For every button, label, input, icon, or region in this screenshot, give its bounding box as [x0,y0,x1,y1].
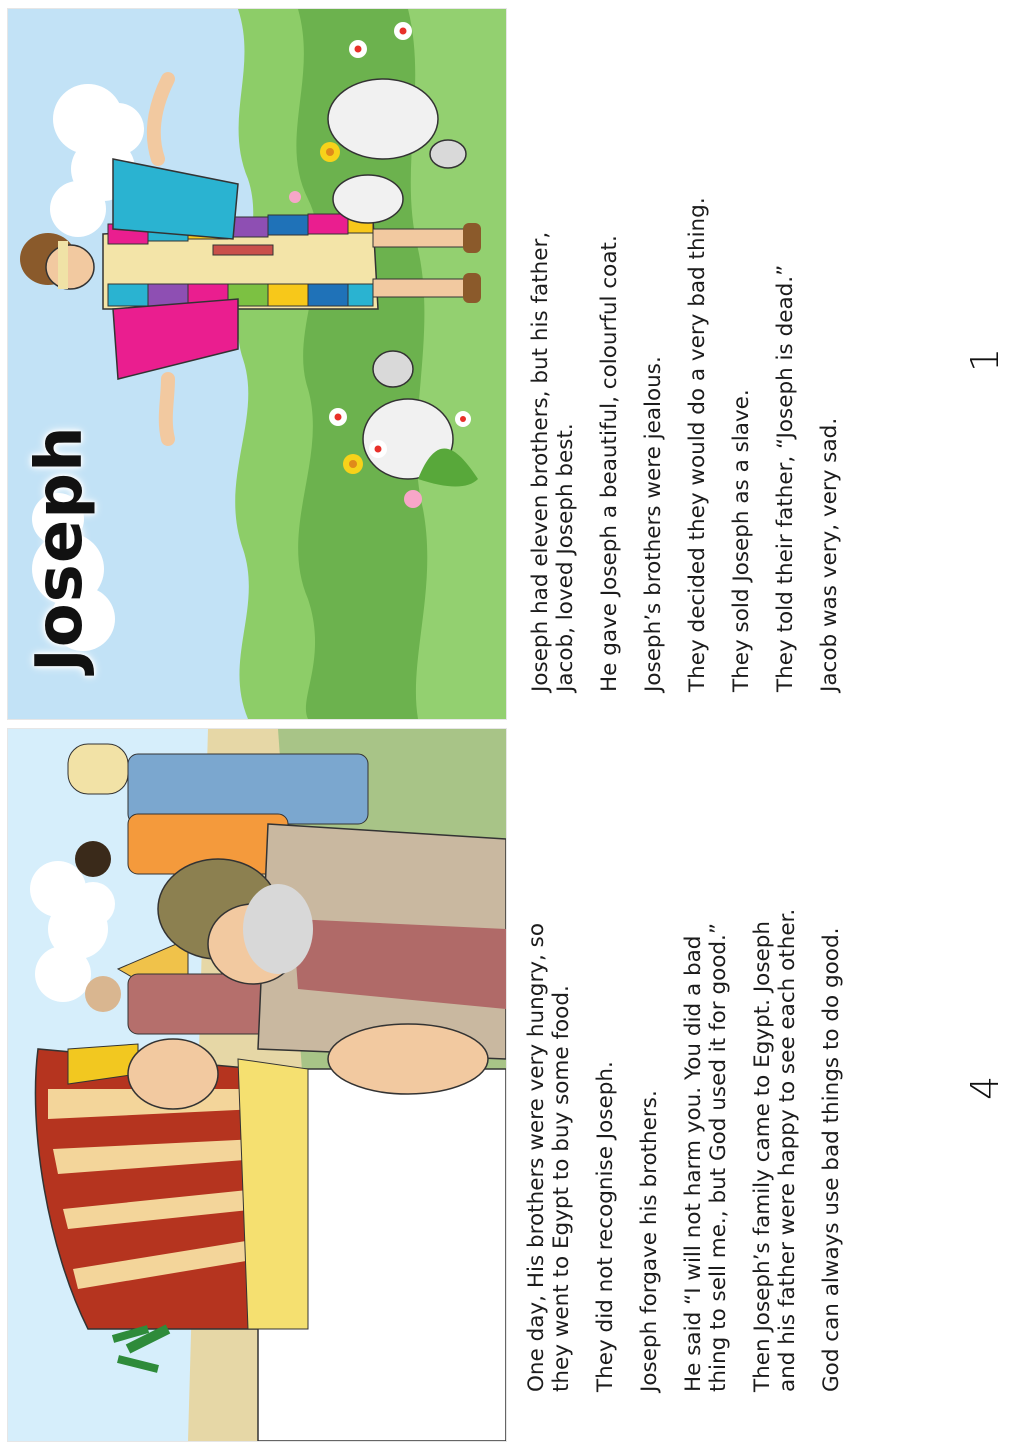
story-line: They told their father, “Joseph is dead.” [773,264,798,692]
illustration-joseph-egypt [7,728,507,1442]
story-line: They sold Joseph as a slave. [729,389,754,692]
story-line: God can always use bad things to do good. [819,927,844,1392]
story-line: He said “I will not harm you. You did a bad thing to sell me., but God used it for good.” [681,922,731,1392]
page-1-text [528,12,861,692]
page-number: 1 [963,347,1007,372]
story-line: Joseph’s brothers were jealous. [641,356,666,692]
story-line: They did not recognise Joseph. [593,1061,618,1392]
page-4-text [524,702,863,1392]
page-number: 4 [963,1075,1007,1100]
story-line: They decided they would do a very bad thing. [685,197,710,692]
story-line: Then Joseph’s family came to Egypt. Joseph and his father were happy to see each other. [750,908,800,1392]
story-line: He gave Joseph a beautiful, colourful coat. [597,235,622,692]
story-line: One day, His brothers were very hungry, so they went to Egypt to buy some food. [524,922,574,1392]
booklet-title: Joseph [23,425,97,672]
joseph-egypt-scene [8,729,506,1441]
story-line: Joseph forgave his brothers. [637,1090,662,1392]
story-line: Jacob was very, very sad. [817,417,842,692]
story-line: Joseph had eleven brothers, but his father, Jacob, loved Joseph best. [528,231,578,692]
